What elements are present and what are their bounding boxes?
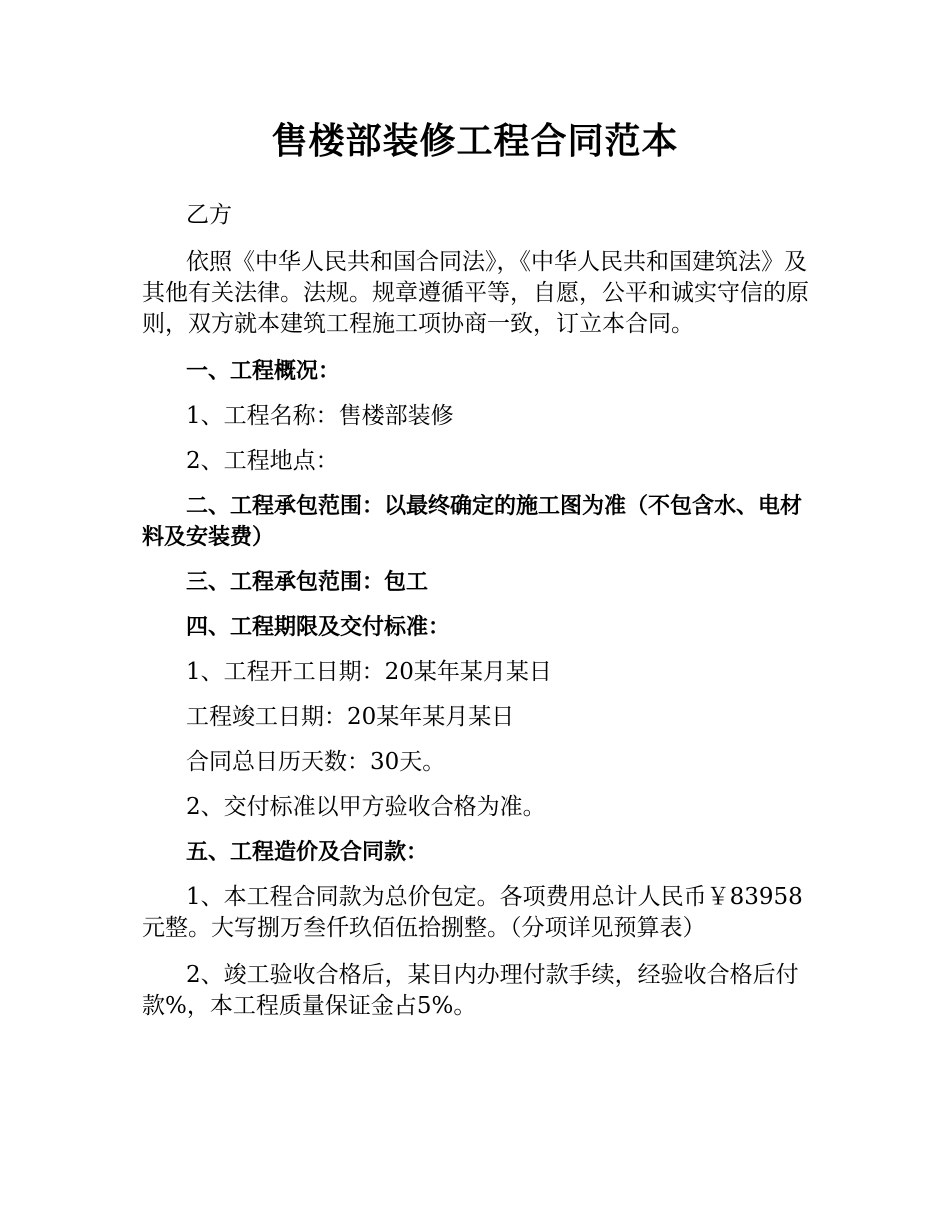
completion-date-line: 工程竣工日期：20某年某月某日: [186, 704, 515, 730]
section-heading-5: 五、工程造价及合同款：: [186, 840, 429, 865]
total-days-line: 合同总日历天数：30天。: [186, 749, 446, 775]
project-location-line: 2、工程地点：: [186, 448, 339, 474]
payment-terms-paragraph: 2、竣工验收合格后，某日内办理付款手续，经验收合格后付款%，本工程质量保证金占5%。: [142, 962, 799, 1019]
document-title: 售楼部装修工程合同范本: [271, 121, 679, 162]
project-name-line: 1、工程名称：售楼部装修: [186, 403, 454, 429]
start-date-line: 1、工程开工日期：20某年某月某日: [186, 659, 552, 685]
section-heading-2: 二、工程承包范围：以最终确定的施工图为准（不包含水、电材料及安装费）: [142, 494, 803, 550]
section-heading-1: 一、工程概况：: [186, 359, 341, 384]
preamble-paragraph: 依照《中华人民共和国合同法》，《中华人民共和国建筑法》及其他有关法律。法规。规章遵循平等，自愿，公平和诚实守信的原则，双方就本建筑工程施工项协商一致，订立本合同。: [142, 249, 809, 337]
party-b-line: 乙方: [186, 202, 232, 228]
contract-price-paragraph: 1、本工程合同款为总价包定。各项费用总计人民币￥83958元整。大写捌万叁仟玖佰伍拾捌整。（分项详见预算表）: [142, 884, 803, 941]
document-body: [142, 200, 822, 1022]
section-heading-3: 三、工程承包范围：包工: [186, 570, 429, 595]
delivery-standard-line: 2、交付标准以甲方验收合格为准。: [186, 794, 546, 820]
section-heading-4: 四、工程期限及交付标准：: [186, 615, 451, 640]
